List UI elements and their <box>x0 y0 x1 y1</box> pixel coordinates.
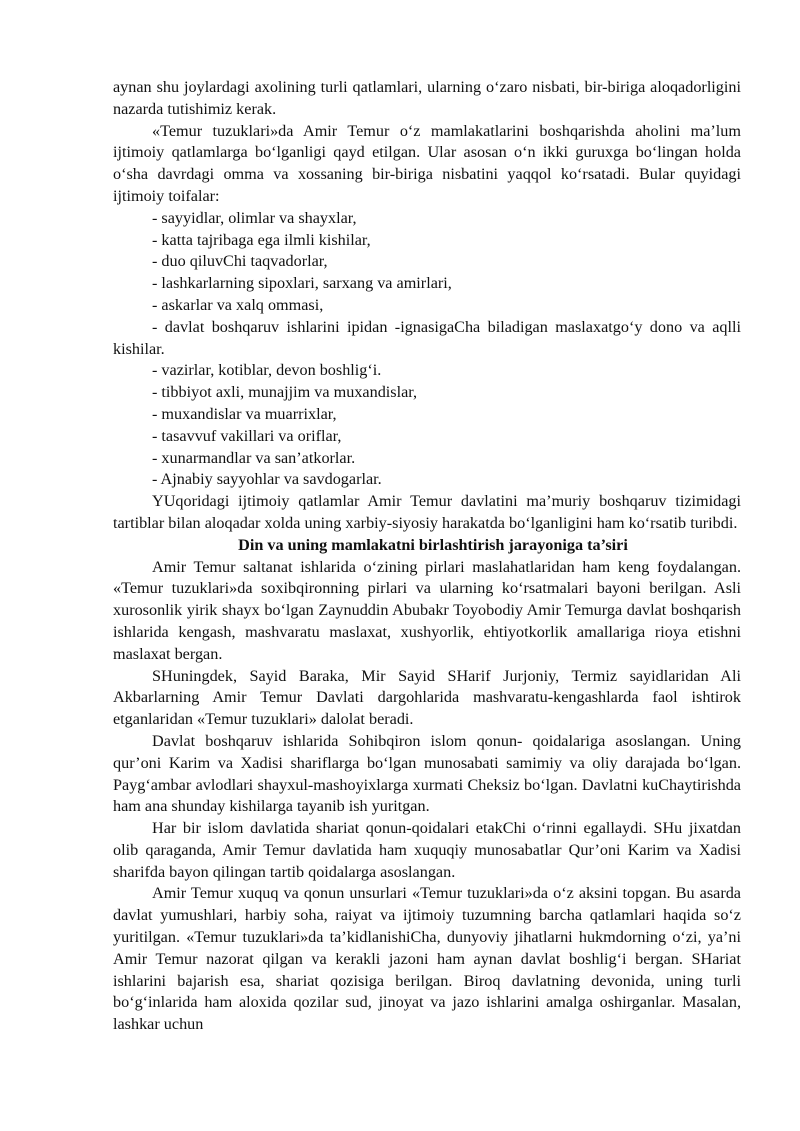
list-item: - duo qiluvChi taqvadorlar, <box>152 252 328 271</box>
list-item: - askarlar va xalq ommasi, <box>152 295 324 314</box>
section-heading: Din va uning mamlakatni birlashtirish jarayoniga ta’siri <box>238 535 628 554</box>
document-page <box>113 77 741 1036</box>
list-item: - xunarmandlar va san’atkorlar. <box>152 448 356 467</box>
list-item: - sayyidlar, olimlar va shayxlar, <box>152 208 357 227</box>
paragraph-sharia: Har bir islom davlatida shariat qonun-qoidalari etakChi o‘rinni egallaydi. SHu jixatdan olib qaraganda, Amir Temur davlatida ham xuquqiy munosabatlar Qur’oni Karim va Xadisi sharifda bayon qilingan tartib qoidalarga asoslangan. <box>113 819 741 881</box>
paragraph-law-and-order: Amir Temur xuquq va qonun unsurlari «Temur tuzuklari»da o‘z aksini topgan. Bu asarda davlat yumushlari, harbiy soha, raiyat va ijtimoiy tuzumning barcha qatlamlari haqida so‘z yuritilgan. «Temur tuzuklari»da ta’kidlanishiCha, dunyoviy jihatlarni hukmdorning o‘zi, ya’ni Amir Temur nazorat qilgan va kerakli jazoni ham aynan davlat boshlig‘i bergan. SHariat ishlarini bajarish esa, shariat qozisiga berilgan. Biroq davlatning devonida, uning turli bo‘g‘inlarida ham aloxida qozilar sud, jinoyat va jazo ishlarini amalga oshirganlar. Masalan, lashkar uchun <box>113 884 741 1034</box>
list-item: - tibbiyot axli, munajjim va muxandislar, <box>152 383 418 402</box>
list-item: - tasavvuf vakillari va oriflar, <box>152 426 342 445</box>
list-item: - lashkarlarning sipoxlari, sarxang va amirlari, <box>152 274 452 293</box>
list-item: - katta tajribaga ega ilmli kishilar, <box>152 230 371 249</box>
list-item: - Ajnabiy sayyohlar va savdogarlar. <box>152 470 382 489</box>
paragraph-sayyids: SHuningdek, Sayid Baraka, Mir Sayid SHarif Jurjoniy, Termiz sayidlaridan Ali Akbarlarning Amir Temur Davlati dargohlarida mashvaratu-kengashlarda faol ishtirok etganlaridan «Temur tuzuklari» dalolat beradi. <box>113 666 741 729</box>
paragraph-advisors: Amir Temur saltanat ishlarida o‘zining pirlari maslahatlaridan ham keng foydalangan. «Temur tuzuklari»da soxibqironning pirlari va ularning ko‘rsatmalari bayoni berilgan. Asli xurosonlik yirik shayx bo‘lgan Zaynuddin Abubakr Toyobodiy Amir Temurga davlat boshqarish ishlarida kengash, mashvaratu maslaxat, xushyorlik, ehtiyotkorlik amallariga rioya etishni maslaxat bergan. <box>113 557 741 663</box>
paragraph-islamic-law: Davlat boshqaruv ishlarida Sohibqiron islom qonun- qoidalariga asoslangan. Uning qur’oni Karim va Xadisi shariflarga bo‘lgan munosabati samimiy va oliy darajada bo‘lgan. Payg‘ambar avlodlari shayxul-mashoyixlarga xurmati Cheksiz bo‘lgan. Davlatni kuChaytirishda ham ana shunday kishilarga tayanib ish yuritgan. <box>113 731 741 816</box>
paragraph-summary: YUqoridagi ijtimoiy qatlamlar Amir Temur davlatini ma’muriy boshqaruv tizimidagi tartiblar bilan aloqadar xolda uning xarbiy-siyosiy harakatda bo‘lganligini ham ko‘rsatib turibdi. <box>113 492 741 532</box>
intro-paragraph: aynan shu joylardagi axolining turli qatlamlari, ularning o‘zaro nisbati, bir-biriga aloqadorligini nazarda tutishimiz kerak. <box>113 78 741 118</box>
list-item: - davlat boshqaruv ishlarini ipidan -ignasigaCha biladigan maslaxatgo‘y dono va aqlli kishilar. <box>113 317 741 358</box>
list-item: - vazirlar, kotiblar, devon boshlig‘i. <box>152 361 382 380</box>
list-item: - muxandislar va muarrixlar, <box>152 404 337 423</box>
paragraph-social-layers: «Temur tuzuklari»da Amir Temur o‘z mamlakatlarini boshqarishda aholini ma’lum ijtimoiy qatlamlarga bo‘lganligi qayd etilgan. Ular asosan o‘n ikki guruxga bo‘lingan holda o‘sha davrdagi omma va xossaning bir-biriga nisbatini yaqqol ko‘rsatadi. Bular quyidagi ijtimoiy toifalar: <box>113 121 741 205</box>
